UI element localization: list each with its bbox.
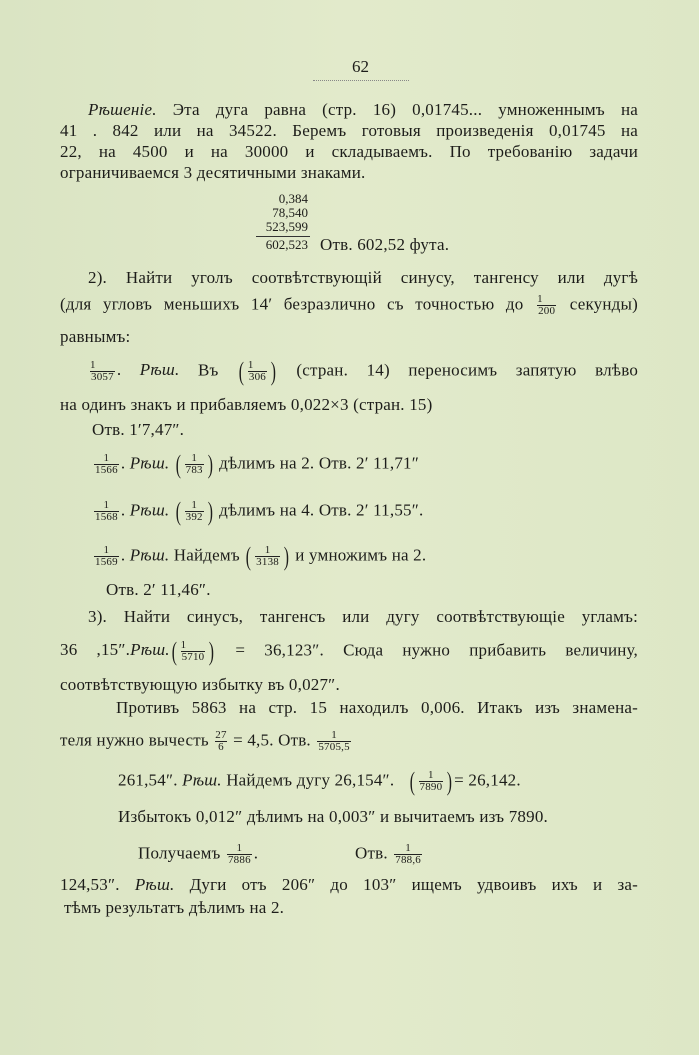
- text: Найдемъ: [173, 545, 240, 565]
- text: Рѣш.: [182, 770, 222, 790]
- paragraph-line: [88, 356, 639, 386]
- text: 1: [331, 729, 337, 741]
- fraction: [419, 770, 444, 793]
- paragraph-line: [118, 766, 521, 796]
- text: = 4,5. Отв.: [233, 730, 311, 750]
- parenthesis: (: [409, 766, 415, 796]
- fraction: [94, 545, 119, 568]
- fraction: [185, 453, 204, 476]
- text: 1: [405, 842, 411, 854]
- text: 3138: [256, 556, 279, 568]
- paragraph-line: ограничиваемся 3 десятичными знаками.: [60, 163, 366, 182]
- fraction: [181, 640, 206, 663]
- page-number: 62: [352, 57, 369, 76]
- text: $\frac{1}{3057}$ . Рѣш.: [90, 359, 180, 383]
- text: теля нужно вычесть: [60, 730, 209, 750]
- paragraph-line: 22, на 4500 и на 30000 и складываемъ. По требованію задачи: [60, 142, 638, 161]
- sum-row: 78,540: [272, 205, 308, 220]
- parenthesis: ): [207, 449, 213, 479]
- text: 1: [103, 499, 110, 511]
- text: 1: [236, 842, 243, 854]
- fraction: [248, 360, 267, 383]
- fraction: [215, 730, 226, 753]
- fraction: [317, 730, 350, 753]
- text: [60, 636, 216, 666]
- parenthesis: ): [447, 766, 453, 796]
- text: Отв.: [355, 843, 388, 863]
- sum-total: 602,523: [265, 237, 308, 252]
- parenthesis: (: [238, 356, 245, 386]
- text: Рѣш.: [139, 360, 180, 380]
- text: 788,6: [395, 854, 421, 866]
- parenthesis: (: [246, 541, 252, 571]
- text: 1: [264, 544, 271, 556]
- text: Эта дуга равна (стр. 16) 0,01745... умноженнымъ на: [172, 100, 638, 119]
- sum-row: 523,599: [265, 219, 308, 234]
- paragraph-line: тѣмъ результатъ дѣлимъ на 2.: [64, 898, 285, 917]
- text: дѣлимъ на 2. Отв. 2′ 11,71″: [219, 453, 420, 473]
- parenthesis: (: [171, 636, 177, 666]
- text: (стран. 14) переносимъ запятую влѣво: [296, 360, 639, 380]
- text: 6: [215, 741, 226, 753]
- fraction: [537, 294, 556, 317]
- text: 392: [185, 511, 203, 523]
- text: 1: [537, 293, 543, 305]
- fraction: [94, 453, 119, 476]
- paragraph-line: [60, 636, 638, 666]
- fraction: [185, 500, 204, 523]
- text: 783: [185, 464, 203, 476]
- text: 1: [191, 499, 198, 511]
- text: 36 ,15″.: [60, 640, 131, 660]
- text: Найдемъ дугу 26,154″.: [226, 770, 395, 790]
- text: Рѣш.: [129, 500, 170, 520]
- text: 306: [248, 371, 266, 383]
- parenthesis: ): [270, 356, 277, 386]
- text: Получаемъ: [138, 843, 221, 863]
- text: Рѣш.: [129, 545, 170, 565]
- paragraph-line: $\frac{1}{1569}$ . Рѣш. Найдемъ ( $\frac{1}{3138}$ ) и умножимъ на 2.: [95, 541, 427, 571]
- section-heading: 2). Найти уголъ соотвѣтствующій синусу, тангенсу или дугѣ: [88, 268, 638, 287]
- paragraph-line: на одинъ знакъ и прибавляемъ 0,022×3 (стран. 15): [60, 395, 433, 414]
- text: Въ: [197, 360, 219, 380]
- text: 1: [180, 639, 187, 651]
- solution-label: Рѣшеніе.: [88, 100, 157, 119]
- text: и умножимъ на 2.: [295, 545, 427, 565]
- answer: [355, 843, 424, 866]
- paragraph-line: $\frac{1}{1568}$ . Рѣш. ( $\frac{1}{392}$ ) дѣлимъ на 4. Отв. 2′ 11,55″.: [95, 496, 424, 526]
- text: 1568: [95, 511, 118, 523]
- answer: Отв. 602,52 фута.: [320, 235, 450, 254]
- text: 1: [247, 359, 254, 371]
- paragraph-line: $\frac{1}{1566}$ . Рѣш. ( $\frac{1}{783}$ ) дѣлимъ на 2. Отв. 2′ 11,71″: [95, 449, 420, 479]
- text: 1: [90, 359, 96, 371]
- header-rule: [313, 80, 409, 81]
- paragraph-line: Получаемъ $\frac{1}{7886}$ .: [138, 842, 259, 866]
- text: 7890: [419, 781, 443, 793]
- parenthesis: (: [175, 496, 181, 526]
- parenthesis: (: [175, 449, 181, 479]
- text: = 26,142.: [454, 770, 521, 790]
- text: Рѣш.: [130, 640, 170, 660]
- text: 7886: [227, 854, 251, 866]
- paragraph-line: равнымъ:: [60, 327, 131, 346]
- text: Рѣш.: [134, 875, 175, 894]
- parenthesis: ): [209, 636, 215, 666]
- answer: Отв. 2′ 11,46″.: [106, 580, 211, 599]
- parenthesis: ): [207, 496, 213, 526]
- text: секунды): [569, 294, 638, 314]
- fraction: [90, 360, 115, 383]
- text: 1: [191, 452, 198, 464]
- section-heading: 3). Найти синусъ, тангенсъ или дугу соотвѣтствующіе угламъ:: [88, 607, 638, 626]
- paragraph-line: [60, 294, 638, 317]
- sum-row: 0,384: [278, 191, 308, 206]
- paragraph-line: 41 . 842 или на 34522. Беремъ готовыя произведенія 0,01745 на: [60, 121, 638, 140]
- text: 200: [538, 305, 556, 317]
- paragraph-line: [88, 100, 638, 120]
- paragraph-line: [60, 730, 353, 753]
- paragraph-line: соотвѣтствующую избытку въ 0,027″.: [60, 675, 340, 694]
- text: 27: [215, 729, 227, 741]
- text: [237, 356, 278, 386]
- text: (для угловъ меньшихъ 14′ безразлично съ точностью до: [60, 294, 524, 314]
- fraction: [394, 843, 422, 866]
- answer: Отв. 1′7,47″.: [92, 420, 185, 439]
- fraction: [255, 545, 280, 568]
- parenthesis: ): [283, 541, 290, 571]
- text: 261,54″.: [118, 770, 178, 790]
- text: = 36,123″. Сюда нужно прибавить величину,: [235, 640, 638, 660]
- text: 1: [103, 544, 110, 556]
- text: 3057: [91, 371, 114, 383]
- text: 1: [103, 452, 110, 464]
- text: Дуги отъ 206″ до 103″ ищемъ удвоивъ ихъ и за-: [189, 875, 638, 894]
- text: 1569: [95, 556, 118, 568]
- text: дѣлимъ на 4. Отв. 2′ 11,55″.: [219, 500, 424, 520]
- text: Рѣш.: [129, 453, 170, 473]
- text: 124,53″.: [60, 875, 120, 894]
- paragraph-line: [60, 875, 638, 895]
- paragraph-line: Избытокъ 0,012″ дѣлимъ на 0,003″ и вычитаемъ изъ 7890.: [118, 807, 548, 826]
- text: 5705,5: [318, 741, 350, 753]
- fraction: [227, 843, 252, 866]
- text: 1: [428, 769, 434, 781]
- text: 1566: [95, 464, 118, 476]
- paragraph-line: Противъ 5863 на стр. 15 находилъ 0,006. Итакъ изъ знамена-: [116, 698, 638, 717]
- text: 5710: [181, 651, 205, 663]
- fraction: [94, 500, 119, 523]
